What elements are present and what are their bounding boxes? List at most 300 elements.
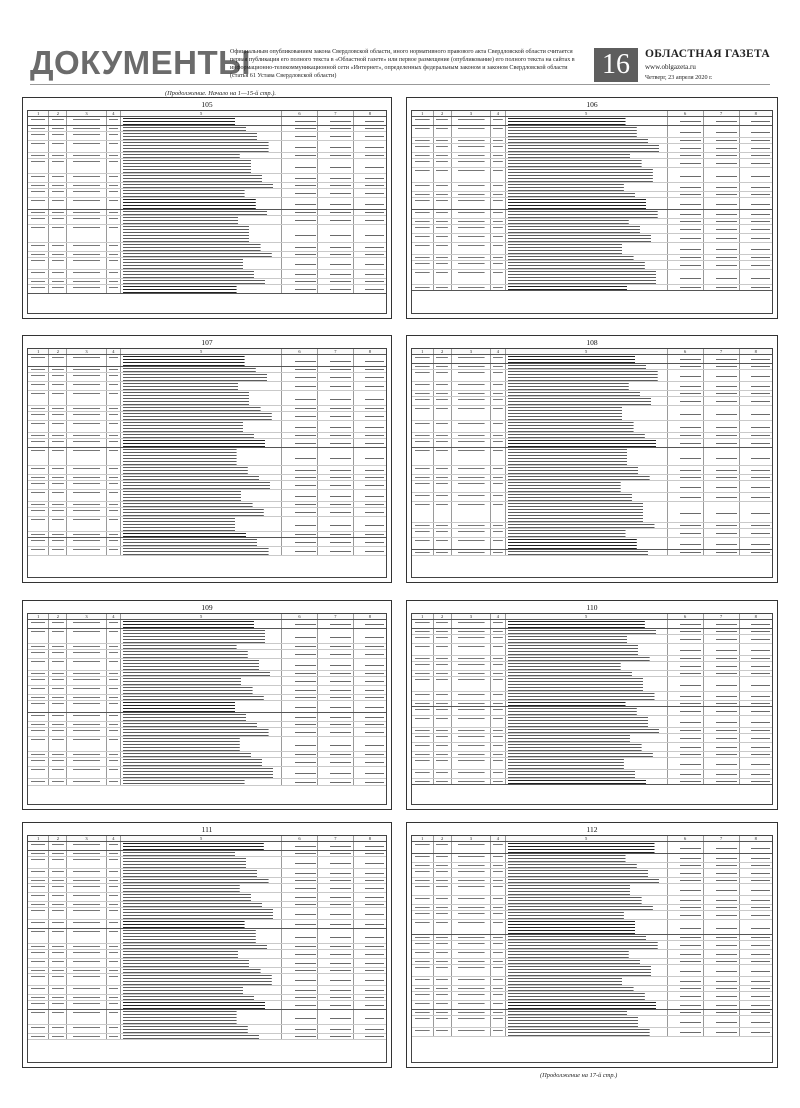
table-cell [28, 367, 49, 372]
table-cell [67, 412, 106, 420]
table-cell [107, 959, 121, 967]
table-cell [506, 662, 668, 670]
table-cell [668, 752, 704, 757]
table-cell [67, 620, 106, 628]
table-cell [282, 677, 318, 685]
table-cell [452, 406, 492, 420]
table-cell [668, 261, 704, 269]
column-header: 8 [754, 836, 757, 841]
column-header: 4 [107, 349, 121, 354]
table-row [412, 502, 772, 523]
table-cell [491, 977, 505, 985]
table-cell [354, 508, 386, 516]
table-cell [704, 896, 740, 904]
table-cell [49, 183, 67, 188]
table-cell [434, 159, 452, 167]
table-cell [28, 650, 49, 658]
table-cell [354, 153, 386, 158]
table-cell [121, 433, 282, 438]
table-cell [107, 159, 121, 173]
table-cell [740, 656, 772, 661]
table-cell [67, 713, 106, 721]
table-cell [67, 758, 106, 766]
table-cell [121, 466, 282, 474]
table-cell [452, 911, 492, 919]
table-cell [506, 138, 668, 143]
table-cell [412, 992, 434, 1000]
table-cell [318, 950, 354, 958]
table-cell [506, 406, 668, 420]
table-cell [704, 1001, 740, 1009]
table-cell [491, 920, 505, 934]
table-cell [434, 225, 452, 233]
table-cell [434, 965, 452, 976]
table-cell [318, 225, 354, 242]
table-row [28, 216, 386, 225]
table-row [412, 1001, 772, 1010]
table-cell [491, 854, 505, 862]
column-header: 1 [412, 111, 434, 116]
table-cell [452, 842, 492, 853]
table-cell [49, 367, 67, 372]
table-cell [107, 728, 121, 736]
table-cell [704, 671, 740, 676]
table-cell [452, 992, 492, 1000]
table-cell [491, 935, 505, 940]
table-cell [318, 183, 354, 188]
table-cell [452, 481, 492, 492]
table-cell [318, 1025, 354, 1033]
table-cell [668, 842, 704, 853]
table-cell [107, 644, 121, 649]
table-cell [740, 878, 772, 883]
column-header: 6 [668, 614, 704, 619]
table-cell [668, 370, 704, 381]
table-cell [318, 490, 354, 501]
table-cell [452, 635, 492, 643]
table-cell [49, 391, 67, 405]
table-cell [28, 869, 49, 877]
table-cell [452, 192, 492, 197]
table-cell [668, 538, 704, 549]
table-cell [412, 210, 434, 218]
table-cell [506, 481, 668, 492]
table-cell [668, 896, 704, 904]
table-cell [434, 728, 452, 733]
table-cell [668, 992, 704, 1000]
table-cell [452, 986, 492, 991]
table-cell [318, 959, 354, 967]
table-cell [282, 508, 318, 516]
table-cell [740, 743, 772, 751]
table-cell [354, 373, 386, 381]
table-cell [282, 198, 318, 209]
table-cell [668, 644, 704, 655]
table-cell [318, 929, 354, 943]
table-row [28, 391, 386, 406]
table-cell [412, 1010, 434, 1015]
table-cell [491, 644, 505, 655]
table-cell [740, 770, 772, 778]
table-cell [434, 168, 452, 182]
table-cell [282, 433, 318, 438]
table-cell [121, 950, 282, 958]
table-cell [668, 935, 704, 940]
panel-number: 112 [586, 825, 598, 834]
table-cell [49, 243, 67, 251]
table-cell [506, 986, 668, 991]
table-cell [318, 986, 354, 994]
table-cell [354, 686, 386, 694]
table-cell [49, 258, 67, 269]
table-cell [506, 671, 668, 676]
table-cell [668, 466, 704, 474]
table-cell [704, 935, 740, 940]
table-cell [452, 959, 492, 964]
table-cell [282, 141, 318, 152]
table-cell [740, 734, 772, 742]
table-row [28, 258, 386, 270]
table-cell [282, 695, 318, 700]
table-cell [49, 758, 67, 766]
table-cell [354, 421, 386, 432]
table-cell [121, 367, 282, 372]
table-cell [452, 433, 492, 438]
table-cell [354, 968, 386, 973]
table-cell [121, 153, 282, 158]
table-row [28, 355, 386, 367]
table-cell [282, 466, 318, 474]
table-row [412, 716, 772, 728]
table-cell [668, 183, 704, 191]
table-cell [282, 950, 318, 958]
table-cell [452, 550, 492, 555]
table-cell [49, 968, 67, 973]
column-header: 5 [506, 614, 668, 619]
column-header: 7 [318, 349, 354, 354]
table-cell [452, 475, 492, 480]
table-cell [121, 183, 282, 188]
budget-table [27, 348, 387, 578]
table-cell [49, 153, 67, 158]
table-cell [121, 258, 282, 269]
table-cell [704, 355, 740, 363]
table-cell [67, 481, 106, 489]
table-cell [318, 728, 354, 736]
table-cell [28, 728, 49, 736]
table-cell [434, 210, 452, 218]
table-cell [412, 433, 434, 438]
table-cell [506, 168, 668, 182]
table-cell [354, 117, 386, 125]
panel-number: 108 [586, 338, 598, 347]
table-cell [412, 707, 434, 715]
table-cell [412, 370, 434, 381]
table-cell [318, 270, 354, 278]
table-cell [354, 198, 386, 209]
table-cell [28, 502, 49, 507]
table-cell [434, 950, 452, 958]
table-cell [740, 502, 772, 522]
table-cell [49, 382, 67, 390]
table-cell [354, 1001, 386, 1009]
table-cell [318, 285, 354, 293]
table-cell [452, 270, 492, 284]
table-cell [28, 216, 49, 224]
table-cell [282, 701, 318, 712]
table-cell [740, 523, 772, 528]
table-cell [704, 677, 740, 691]
table-cell [434, 992, 452, 1000]
table-cell [412, 550, 434, 555]
table-cell [452, 234, 492, 242]
table-cell [740, 941, 772, 949]
table-cell [282, 986, 318, 994]
table-cell [107, 412, 121, 420]
table-cell [740, 168, 772, 182]
table-cell [67, 117, 106, 125]
panel-number: 110 [586, 603, 598, 612]
table-cell [412, 950, 434, 958]
table-cell [67, 243, 106, 251]
table-cell [740, 234, 772, 242]
table-cell [107, 367, 121, 372]
table-cell [67, 279, 106, 284]
table-cell [28, 279, 49, 284]
table-cell [107, 174, 121, 182]
table-cell [491, 842, 505, 853]
column-header: 4 [491, 349, 505, 354]
table-cell [740, 707, 772, 715]
table-cell [49, 884, 67, 892]
table-cell [28, 547, 49, 555]
table-cell [740, 779, 772, 784]
table-cell [354, 547, 386, 555]
issue-date: Четверг, 23 апреля 2020 г. [645, 74, 713, 81]
table-cell [704, 481, 740, 492]
table-cell [318, 686, 354, 694]
table-cell [434, 884, 452, 895]
table-cell [452, 728, 492, 733]
table-cell [506, 842, 668, 853]
table-cell [412, 126, 434, 137]
table-cell [434, 397, 452, 405]
table-cell [740, 635, 772, 643]
table-cell [668, 1028, 704, 1036]
table-cell [354, 779, 386, 785]
table-cell [412, 854, 434, 862]
table-cell [121, 920, 282, 928]
table-cell [412, 959, 434, 964]
table-cell [740, 992, 772, 1000]
table-row [28, 893, 386, 902]
table-cell [107, 466, 121, 474]
table-cell [491, 965, 505, 976]
table-cell [668, 439, 704, 447]
table-cell [740, 138, 772, 143]
table-cell [67, 439, 106, 447]
table-cell [28, 737, 49, 751]
table-cell [740, 475, 772, 480]
table-cell [740, 905, 772, 910]
table-cell [49, 878, 67, 883]
table-cell [506, 421, 668, 432]
table-cell [354, 944, 386, 949]
table-cell [434, 1001, 452, 1009]
table-cell [506, 677, 668, 691]
table-cell [121, 629, 282, 643]
table-cell [49, 944, 67, 949]
table-cell [412, 255, 434, 260]
table-cell [107, 141, 121, 152]
table-cell [282, 851, 318, 856]
table-cell [107, 1034, 121, 1039]
table-cell [434, 481, 452, 492]
table-row [28, 517, 386, 532]
table-cell [121, 475, 282, 480]
table-cell [49, 439, 67, 447]
table-cell [491, 550, 505, 555]
table-cell [49, 659, 67, 670]
budget-table [411, 110, 773, 314]
table-row [28, 629, 386, 644]
table-row [412, 941, 772, 950]
table-cell [740, 255, 772, 260]
table-cell [704, 433, 740, 438]
table-cell [412, 986, 434, 991]
table-cell [28, 439, 49, 447]
panel-number: 105 [201, 100, 213, 109]
table-cell [28, 758, 49, 766]
table-row [28, 842, 386, 851]
table-row [28, 713, 386, 722]
table-cell [107, 421, 121, 432]
newspaper-website[interactable]: www.oblgazeta.ru [645, 63, 696, 71]
table-cell [704, 992, 740, 1000]
table-cell [67, 878, 106, 883]
table-row [412, 439, 772, 448]
table-cell [412, 382, 434, 390]
table-cell [28, 210, 49, 215]
table-cell [28, 902, 49, 907]
table-cell [354, 433, 386, 438]
table-cell [452, 671, 492, 676]
table-cell [740, 758, 772, 769]
table-cell [704, 138, 740, 143]
table-cell [704, 219, 740, 224]
table-cell [282, 974, 318, 985]
table-cell [434, 126, 452, 137]
table-cell [121, 1025, 282, 1033]
table-cell [704, 620, 740, 628]
table-row [28, 974, 386, 986]
table-cell [354, 126, 386, 131]
table-cell [121, 944, 282, 949]
table-cell [282, 1025, 318, 1033]
table-cell [412, 138, 434, 143]
table-cell [67, 728, 106, 736]
table-cell [354, 659, 386, 670]
table-cell [412, 752, 434, 757]
table-row [412, 1028, 772, 1037]
table-row [28, 382, 386, 391]
table-cell [318, 695, 354, 700]
table-cell [354, 258, 386, 269]
table-cell [354, 382, 386, 390]
table-cell [704, 1016, 740, 1027]
table-cell [740, 950, 772, 958]
column-header: 4 [491, 836, 505, 841]
table-cell [740, 869, 772, 877]
table-cell [49, 851, 67, 856]
table-cell [318, 974, 354, 985]
table-cell [491, 144, 505, 152]
table-cell [452, 662, 492, 670]
column-header: 1 [412, 349, 434, 354]
table-row [412, 758, 772, 770]
table-cell [740, 261, 772, 269]
table-cell [282, 391, 318, 405]
table-cell [491, 538, 505, 549]
table-cell [491, 896, 505, 904]
table-cell [354, 752, 386, 757]
table-cell [107, 659, 121, 670]
table-cell [28, 132, 49, 140]
table-cell [506, 779, 668, 784]
table-cell [506, 270, 668, 284]
table-cell [434, 935, 452, 940]
table-cell [67, 677, 106, 685]
table-cell [704, 538, 740, 549]
table-cell [107, 929, 121, 943]
table-cell [412, 884, 434, 895]
table-cell [704, 382, 740, 390]
column-header: 4 [107, 111, 121, 116]
table-cell [121, 216, 282, 224]
table-cell [107, 842, 121, 850]
table-cell [354, 878, 386, 883]
table-cell [318, 448, 354, 465]
table-cell [28, 713, 49, 721]
table-cell [49, 728, 67, 736]
table-cell [704, 144, 740, 152]
column-header: 1 [28, 614, 49, 619]
table-cell [491, 255, 505, 260]
document-panel-106 [406, 97, 778, 319]
table-cell [67, 695, 106, 700]
table-cell [318, 132, 354, 140]
table-cell [412, 635, 434, 643]
table-cell [412, 779, 434, 784]
table-cell [121, 1034, 282, 1039]
table-cell [282, 944, 318, 949]
table-cell [354, 959, 386, 967]
table-cell [318, 391, 354, 405]
table-cell [452, 656, 492, 661]
table-cell [491, 138, 505, 143]
table-cell [49, 189, 67, 197]
table-cell [704, 842, 740, 853]
table-cell [506, 1010, 668, 1015]
table-cell [412, 869, 434, 877]
table-cell [452, 692, 492, 700]
table-cell [491, 406, 505, 420]
table-cell [740, 662, 772, 670]
table-cell [452, 701, 492, 706]
table-cell [318, 433, 354, 438]
table-cell [67, 126, 106, 131]
table-cell [412, 620, 434, 628]
